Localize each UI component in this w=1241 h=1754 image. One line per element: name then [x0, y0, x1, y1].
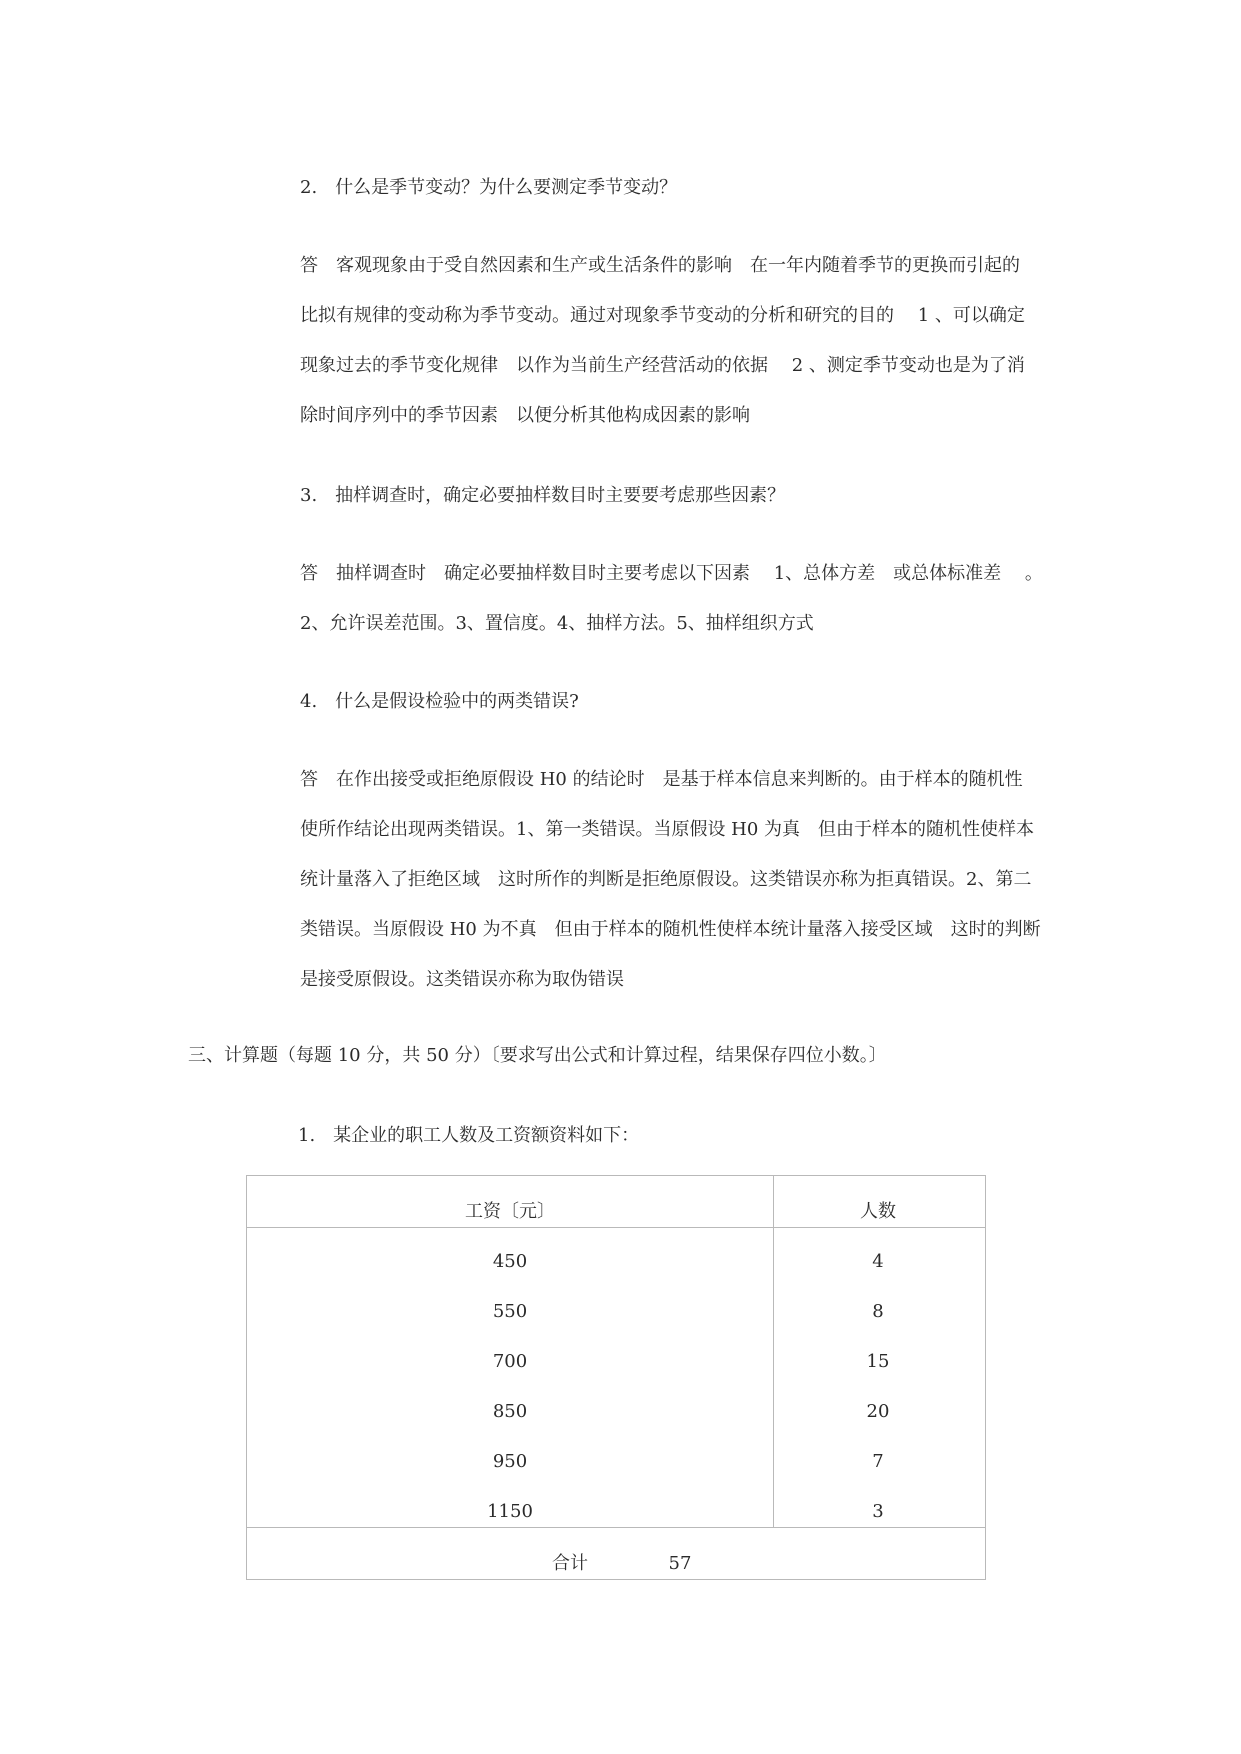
problem-1: 1. 某企业的职工人数及工资额资料如下：	[298, 1125, 640, 1146]
answer-4-line-4: 类错误。当原假设 H0 为不真 但由于样本的随机性使样本统计量落入接受区域 这时的判断	[300, 919, 1041, 940]
header-wage: 工资〔元〕	[465, 1201, 555, 1222]
table-cell-wage: 700	[492, 1351, 528, 1372]
table-cell-count: 20	[866, 1401, 890, 1422]
question-2: 2. 什么是季节变动？为什么要测定季节变动？	[300, 177, 678, 198]
total-value: 57	[668, 1553, 692, 1574]
table-cell-count: 15	[866, 1351, 890, 1372]
header-count: 人数	[860, 1201, 896, 1222]
answer-4-line-3: 统计量落入了拒绝区域 这时所作的判断是拒绝原假设。这类错误亦称为拒真错误。2、第二	[300, 869, 1032, 890]
table-cell-count: 8	[872, 1301, 884, 1322]
table-cell-wage: 950	[492, 1451, 528, 1472]
table-total-divider	[246, 1527, 985, 1528]
table-cell-count: 4	[872, 1251, 884, 1272]
table-cell-count: 3	[872, 1501, 884, 1522]
answer-2-line-3: 现象过去的季节变化规律 以作为当前生产经营活动的依据 2 、测定季节变动也是为了消	[300, 355, 1025, 376]
table-cell-wage: 450	[492, 1251, 528, 1272]
answer-2-line-2: 比拟有规律的变动称为季节变动。通过对现象季节变动的分析和研究的目的 1 、可以确定	[300, 305, 1025, 326]
table-cell-wage: 550	[492, 1301, 528, 1322]
section-heading: 三、计算题（每题 10 分，共 50 分）〔要求写出公式和计算过程，结果保存四位小数。〕	[188, 1045, 887, 1066]
question-3: 3. 抽样调查时，确定必要抽样数目时主要要考虑那些因素？	[300, 485, 786, 506]
table-cell-wage: 1150	[487, 1501, 533, 1522]
question-4: 4. 什么是假设检验中的两类错误?	[300, 691, 579, 712]
answer-2-line-1: 答 客观现象由于受自然因素和生产或生活条件的影响 在一年内随着季节的更换而引起的	[300, 255, 1020, 276]
table-cell-count: 7	[872, 1451, 884, 1472]
answer-4-line-2: 使所作结论出现两类错误。1、第一类错误。当原假设 H0 为真 但由于样本的随机性使样本	[300, 819, 1035, 840]
answer-4-line-1: 答 在作出接受或拒绝原假设 H0 的结论时 是基于样本信息来判断的。由于样本的随机性	[300, 769, 1023, 790]
total-label: 合计	[552, 1553, 588, 1574]
table-cell-wage: 850	[492, 1401, 528, 1422]
answer-2-line-4: 除时间序列中的季节因素 以便分析其他构成因素的影响	[300, 405, 750, 426]
table-header-divider	[246, 1227, 985, 1228]
answer-3-line-2: 2、允许误差范围。3、置信度。4、抽样方法。5、抽样组织方式	[300, 613, 814, 634]
answer-4-line-5: 是接受原假设。这类错误亦称为取伪错误	[300, 969, 624, 990]
answer-3-line-1: 答 抽样调查时 确定必要抽样数目时主要考虑以下因素 1、总体方差 或总体标准差 。	[300, 563, 1043, 584]
